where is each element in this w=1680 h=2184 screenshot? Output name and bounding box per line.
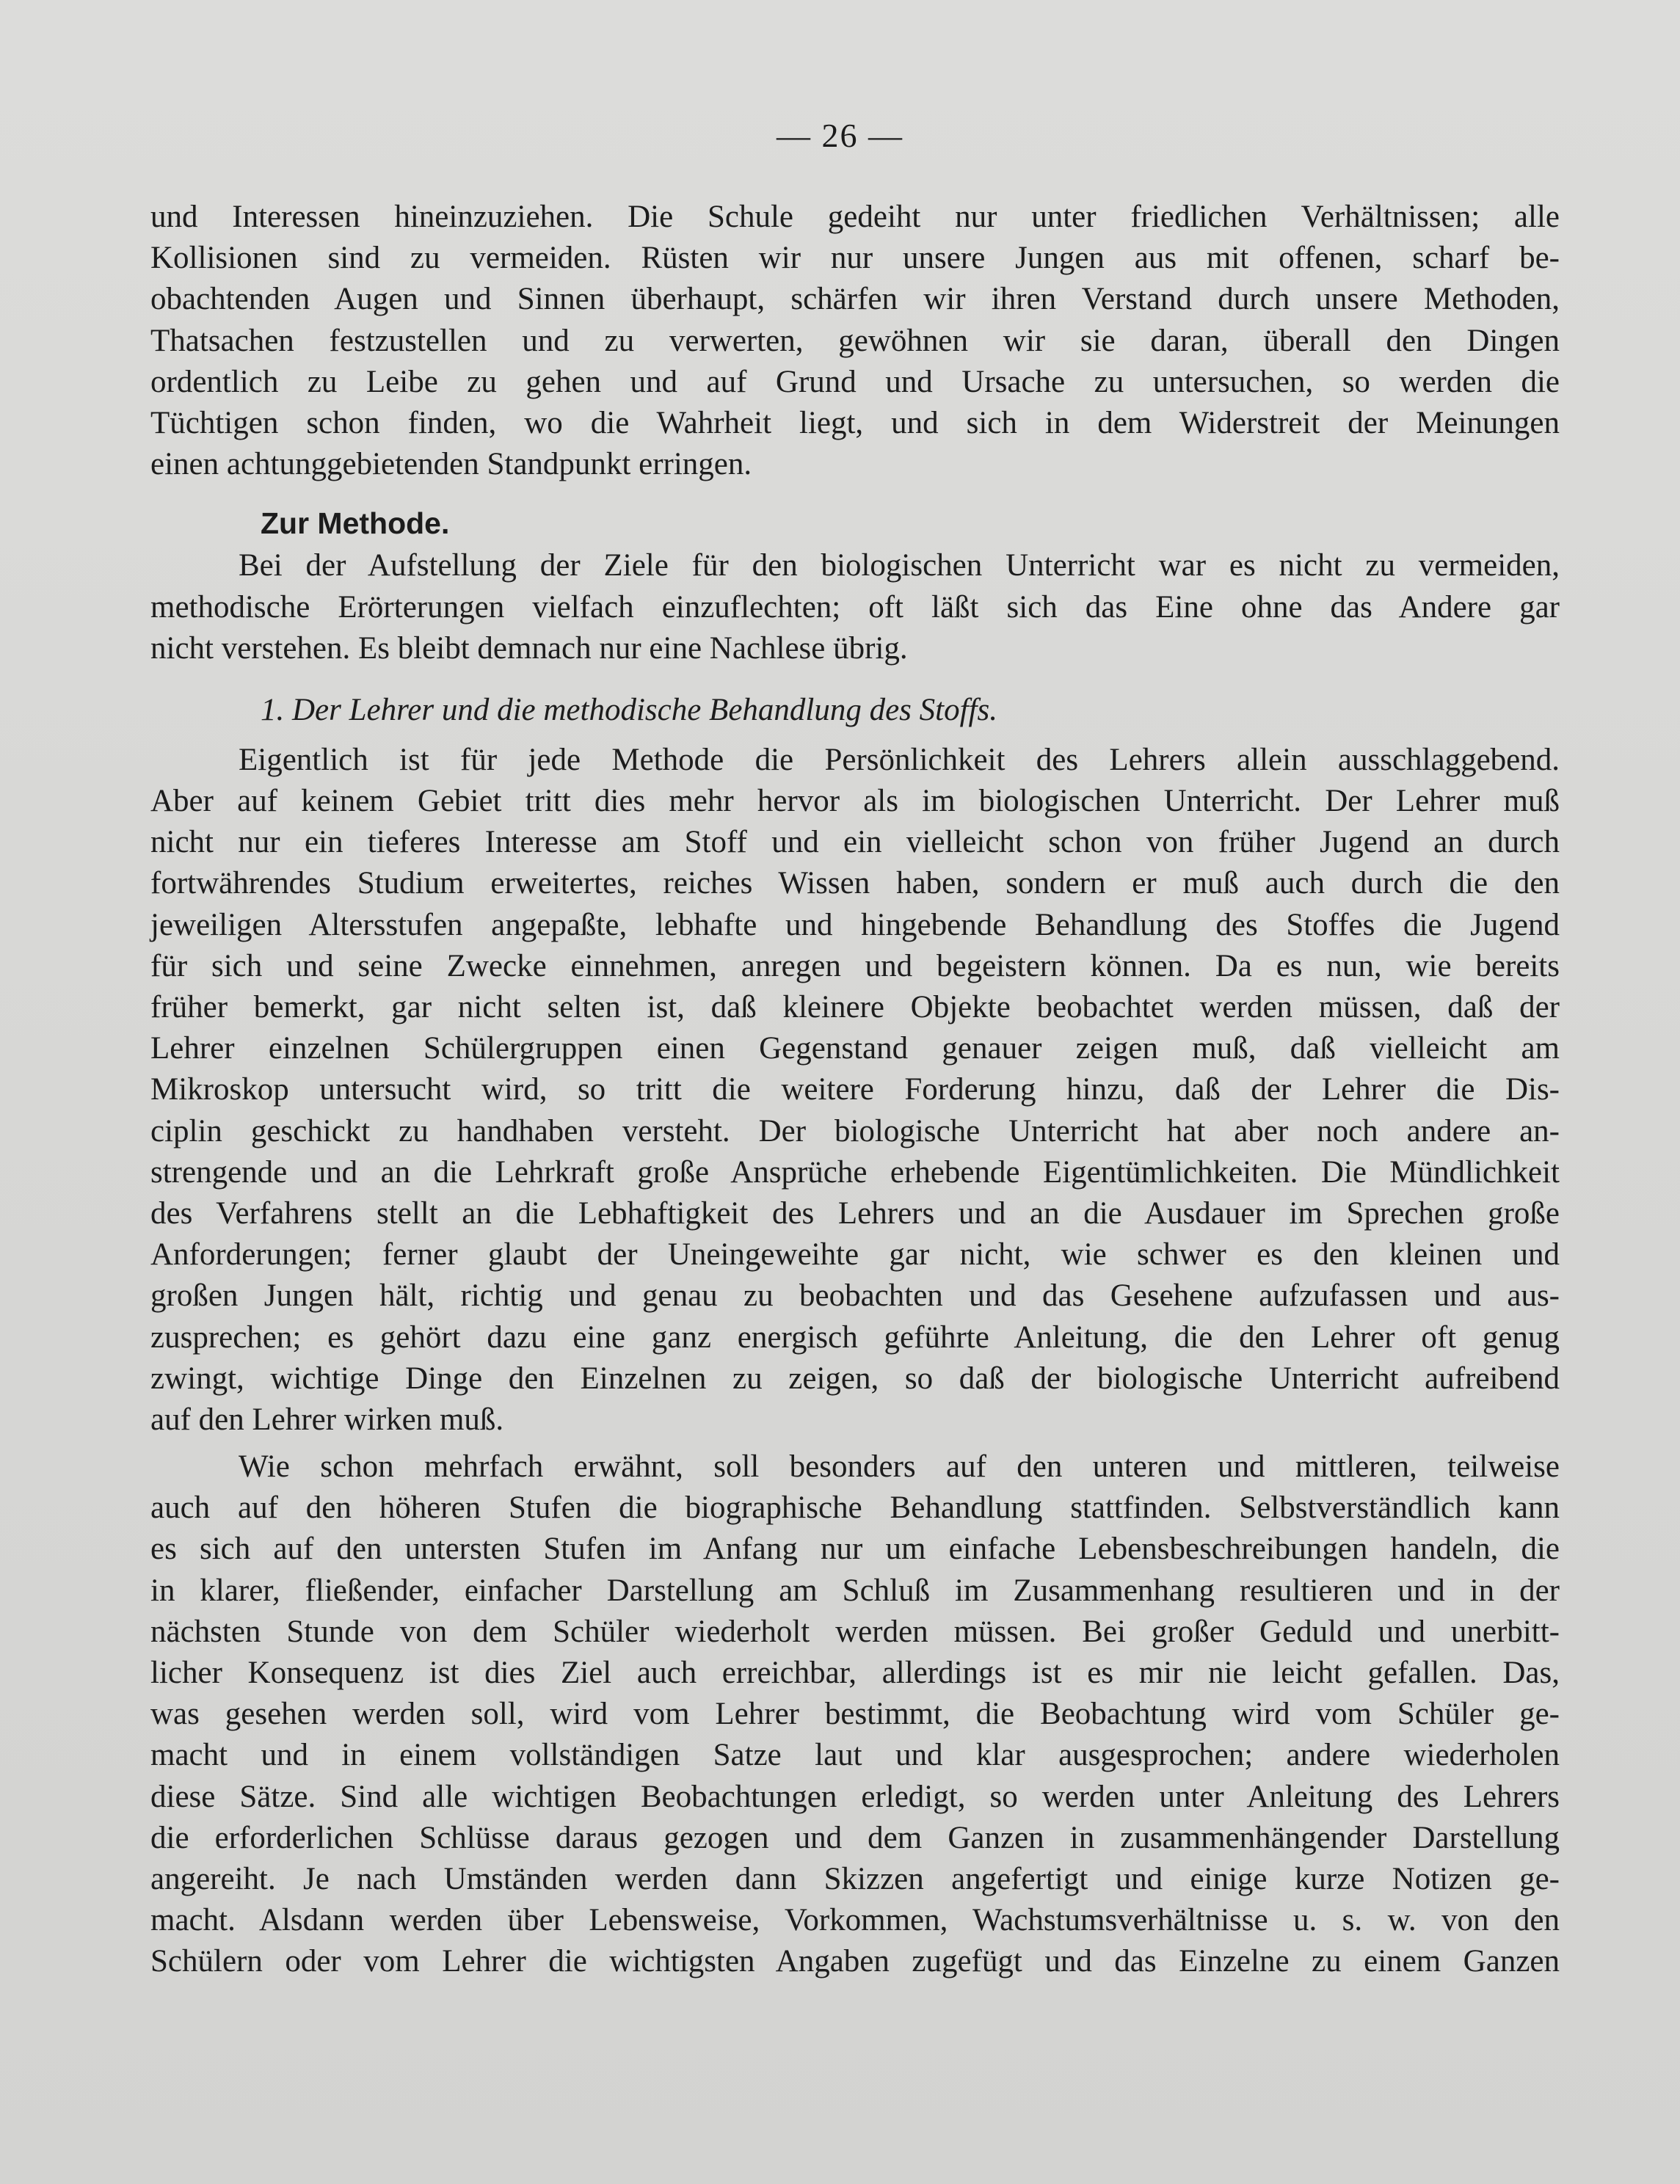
- text-line: auf den Lehrer wirken muß.: [150, 1402, 504, 1437]
- text-line: ciplin geschickt zu handhaben versteht. Der biologische Unterricht hat aber noch andere an-: [150, 1113, 1560, 1149]
- text-line: methodische Erörterungen vielfach einzuflechten; oft läßt sich das Eine ohne das Andere gar: [150, 589, 1560, 625]
- section-paragraph: [150, 545, 1560, 669]
- intro-paragraph: [150, 197, 1560, 485]
- text-line: obachtenden Augen und Sinnen überhaupt, schärfen wir ihren Verstand durch unsere Methoden,: [150, 282, 1560, 317]
- text-line: einen achtunggebietenden Standpunkt erringen.: [150, 447, 752, 482]
- text-line: in klarer, fließender, einfacher Darstellung am Schluß im Zusammenhang resultieren und in der: [150, 1573, 1560, 1608]
- text-line: Aber auf keinem Gebiet tritt dies mehr hervor als im biologischen Unterricht. Der Lehrer muß: [150, 784, 1560, 819]
- text-line: Wie schon mehrfach erwähnt, soll besonders auf den unteren und mittleren, teilweise: [239, 1449, 1560, 1485]
- text-line: Thatsachen festzustellen und zu verwerten, gewöhnen wir sie daran, überall den Dingen: [150, 323, 1560, 358]
- text-line: für sich und seine Zwecke einnehmen, anregen und begeistern können. Da es nun, wie bereits: [150, 948, 1560, 983]
- text-line: Anforderungen; ferner glaubt der Uneingeweihte gar nicht, wie schwer es den kleinen und: [150, 1237, 1560, 1273]
- subsection-heading: 1. Der Lehrer und die methodische Behandlung des Stoffs.: [261, 692, 997, 727]
- text-line: des Verfahrens stellt an die Lebhaftigkeit des Lehrers und an die Ausdauer im Sprechen große: [150, 1195, 1560, 1231]
- text-line: fortwährendes Studium erweitertes, reiches Wissen haben, sondern er muß auch durch die den: [150, 866, 1560, 901]
- text-line: Bei der Aufstellung der Ziele für den biologischen Unterricht war es nicht zu vermeiden,: [239, 548, 1560, 583]
- text-line: strengende und an die Lehrkraft große Ansprüche erhebende Eigentümlichkeiten. Die Mündlichkeit: [150, 1154, 1560, 1190]
- text-line: macht und in einem vollständigen Satze laut und klar ausgesprochen; andere wiederholen: [150, 1738, 1560, 1773]
- text-line: diese Sätze. Sind alle wichtigen Beobachtungen erledigt, so werden unter Anleitung des Lehrers: [150, 1779, 1560, 1814]
- text-line: Eigentlich ist für jede Methode die Persönlichkeit des Lehrers allein ausschlaggebend.: [239, 742, 1560, 777]
- text-line: angereiht. Je nach Umständen werden dann Skizzen angefertigt und einige kurze Notizen ge-: [150, 1861, 1560, 1896]
- text-line: und Interessen hineinzuziehen. Die Schule gedeiht nur unter friedlichen Verhältnissen; alle: [150, 200, 1560, 234]
- text-line: was gesehen werden soll, wird vom Lehrer bestimmt, die Beobachtung wird vom Schüler ge-: [150, 1697, 1560, 1732]
- text-line: nicht nur ein tieferes Interesse am Stoff und ein vielleicht schon von früher Jugend an durch: [150, 825, 1560, 860]
- page-body: [150, 197, 1560, 1983]
- text-line: großen Jungen hält, richtig und genau zu beobachten und das Gesehene aufzufassen und aus-: [150, 1278, 1560, 1314]
- text-line: Tüchtigen schon finden, wo die Wahrheit liegt, und sich in dem Widerstreit der Meinungen: [150, 405, 1560, 440]
- page-number: — 26 —: [777, 117, 903, 154]
- text-line: auch auf den höheren Stufen die biographische Behandlung stattfinden. Selbstverständlich kann: [150, 1490, 1560, 1526]
- text-line: die erforderlichen Schlüsse daraus gezogen und dem Ganzen in zusammenhängender Darstellung: [150, 1820, 1560, 1855]
- text-line: Schülern oder vom Lehrer die wichtigsten Angaben zugefügt und das Einzelne zu einem Ganzen: [150, 1944, 1560, 1979]
- section-heading: Zur Methode.: [261, 506, 450, 541]
- text-line: jeweiligen Altersstufen angepaßte, lebhafte und hingebende Behandlung des Stoffes die Jugend: [150, 907, 1560, 942]
- text-line: ordentlich zu Leibe zu gehen und auf Grund und Ursache zu untersuchen, so werden die: [150, 364, 1560, 399]
- text-line: zwingt, wichtige Dinge den Einzelnen zu zeigen, so daß der biologische Unterricht aufreibend: [150, 1361, 1560, 1396]
- text-line: Kollisionen sind zu vermeiden. Rüsten wir nur unsere Jungen aus mit offenen, scharf be-: [150, 241, 1560, 276]
- text-line: zusprechen; es gehört dazu eine ganz energisch geführte Anleitung, die den Lehrer oft genug: [150, 1320, 1560, 1355]
- text-line: Lehrer einzelnen Schülergruppen einen Gegenstand genauer zeigen muß, daß vielleicht am: [150, 1031, 1560, 1066]
- text-line: früher bemerkt, gar nicht selten ist, daß kleinere Objekte beobachtet werden müssen, daß der: [150, 990, 1560, 1024]
- text-line: nächsten Stunde von dem Schüler wiederholt werden müssen. Bei großer Geduld und unerbitt-: [150, 1614, 1560, 1649]
- paragraph-biographical: [150, 1446, 1560, 1982]
- text-line: licher Konsequenz ist dies Ziel auch erreichbar, allerdings ist es mir nie leicht gefallen. Das,: [150, 1656, 1560, 1690]
- text-line: macht. Alsdann werden über Lebensweise, Vorkommen, Wachstumsverhältnisse u. s. w. von den: [150, 1903, 1560, 1938]
- text-line: nicht verstehen. Es bleibt demnach nur eine Nachlese übrig.: [150, 630, 908, 666]
- paragraph-teacher: [150, 740, 1560, 1441]
- text-line: es sich auf den untersten Stufen im Anfang nur um einfache Lebensbeschreibungen handeln, die: [150, 1532, 1560, 1567]
- text-line: Mikroskop untersucht wird, so tritt die weitere Forderung hinzu, daß der Lehrer die Dis-: [150, 1072, 1560, 1107]
